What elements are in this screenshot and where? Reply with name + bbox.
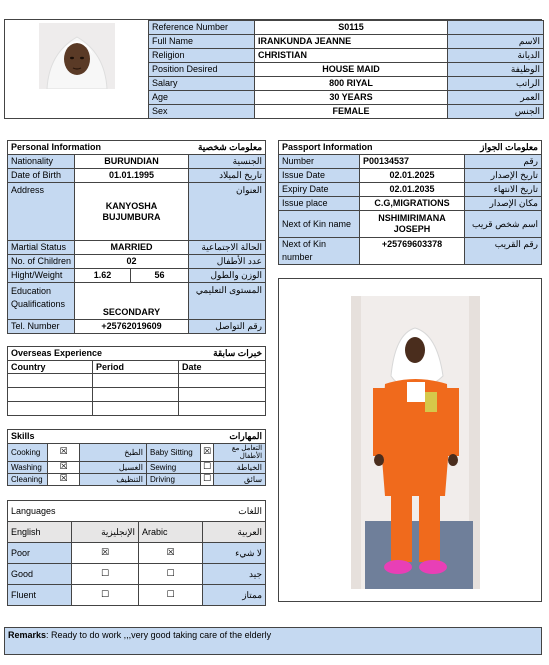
marital-value: MARRIED xyxy=(75,241,189,255)
address-line2: BUJUMBURA xyxy=(102,211,161,222)
age-arabic: العمر xyxy=(448,91,544,105)
expiry-date-label: Expiry Date xyxy=(279,183,360,197)
skills-title: Skills xyxy=(8,430,147,444)
skill-sewing-checkbox[interactable]: ☐ xyxy=(201,462,214,474)
lang-fluent-label: Fluent xyxy=(8,585,72,606)
skill-cooking-label: Cooking xyxy=(8,444,48,462)
kin-name-label: Next of Kin name xyxy=(279,211,360,238)
education-arabic: المستوى التعليمي xyxy=(189,283,266,320)
tel-value: +25762019609 xyxy=(75,320,189,334)
lang-good-english-checkbox[interactable]: ☐ xyxy=(72,564,139,585)
religion-label: Religion xyxy=(149,49,255,63)
ref-label: Reference Number xyxy=(149,21,255,35)
issue-place-arabic: مكان الإصدار xyxy=(465,197,542,211)
skill-cleaning-label: Cleaning xyxy=(8,474,48,486)
header-section xyxy=(4,19,542,119)
skill-driving-checkbox[interactable]: ☐ xyxy=(201,474,214,486)
expiry-date-value: 02.01.2035 xyxy=(360,183,465,197)
lang-fluent-english-checkbox[interactable]: ☐ xyxy=(72,585,139,606)
remarks-text: : Ready to do work ,,,very good taking care of the elderly xyxy=(46,630,272,640)
kin-name-line1: NSHIMIRIMANA xyxy=(378,213,446,223)
skill-sewing-label: Sewing xyxy=(147,462,201,474)
tel-arabic: رقم التواصل xyxy=(189,320,266,334)
issue-date-arabic: تاريخ الإصدار xyxy=(465,169,542,183)
passport-number-value: P00134537 xyxy=(360,155,465,169)
sex-arabic: الجنس xyxy=(448,105,544,119)
skill-cooking-arabic: الطبخ xyxy=(80,444,147,462)
issue-place-value: C.G,MIGRATIONS xyxy=(360,197,465,211)
full-body-photo-frame xyxy=(278,278,542,602)
kin-name-arabic: اسم شخص قريب xyxy=(465,211,542,238)
lang-good-arabic-label: جيد xyxy=(203,564,266,585)
address-label: Address xyxy=(8,183,75,241)
skill-washing-checkbox[interactable]: ☒ xyxy=(48,462,80,474)
position-arabic: الوظيفة xyxy=(448,63,544,77)
salary-arabic: الراتب xyxy=(448,77,544,91)
personal-info-table xyxy=(7,140,266,334)
kin-number-arabic: رقم القريب xyxy=(465,238,542,265)
religion-value: CHRISTIAN xyxy=(255,49,448,63)
dob-arabic: تاريخ الميلاد xyxy=(189,169,266,183)
full-body-image xyxy=(351,296,480,589)
experience-col-date: Date xyxy=(179,361,266,374)
issue-place-label: Issue place xyxy=(279,197,360,211)
nationality-arabic: الجنسية xyxy=(189,155,266,169)
children-value: 02 xyxy=(75,255,189,269)
skill-washing-label: Washing xyxy=(8,462,48,474)
sex-value: FEMALE xyxy=(255,105,448,119)
experience-row xyxy=(8,374,266,388)
skill-cleaning-checkbox[interactable]: ☒ xyxy=(48,474,80,486)
weight-value: 56 xyxy=(131,269,189,283)
experience-col-country: Country xyxy=(8,361,93,374)
experience-row xyxy=(8,388,266,402)
personal-title: Personal Information xyxy=(8,141,131,155)
ref-arabic xyxy=(448,21,544,35)
education-label: Education Qualifications xyxy=(8,283,75,320)
lang-good-label: Good xyxy=(8,564,72,585)
skill-babysitting-checkbox[interactable]: ☒ xyxy=(201,444,214,462)
lang-fluent-arabic-label: ممتاز xyxy=(203,585,266,606)
position-label: Position Desired xyxy=(149,63,255,77)
experience-table xyxy=(7,346,266,416)
passport-info-table xyxy=(278,140,542,265)
skill-cooking-checkbox[interactable]: ☒ xyxy=(48,444,80,462)
fullname-label: Full Name xyxy=(149,35,255,49)
languages-table xyxy=(7,500,266,606)
header-table xyxy=(148,20,544,119)
nationality-label: Nationality xyxy=(8,155,75,169)
experience-col-period: Period xyxy=(93,361,179,374)
passport-number-arabic: رقم xyxy=(465,155,542,169)
age-value: 30 YEARS xyxy=(255,91,448,105)
languages-title: Languages xyxy=(8,501,139,522)
skills-table xyxy=(7,429,266,486)
languages-title-arabic: اللغات xyxy=(139,501,266,522)
kin-number-label: Next of Kin number xyxy=(279,238,360,265)
salary-value: 800 RIYAL xyxy=(255,77,448,91)
experience-title: Overseas Experience xyxy=(8,347,179,361)
dob-label: Date of Birth xyxy=(8,169,75,183)
height-weight-label: Hight/Weight xyxy=(8,269,75,283)
children-label: No. of Children xyxy=(8,255,75,269)
lang-poor-label: Poor xyxy=(8,543,72,564)
address-arabic: العنوان xyxy=(189,183,266,241)
lang-poor-arabic-checkbox[interactable]: ☒ xyxy=(139,543,203,564)
kin-number-value: +25769603378 xyxy=(360,238,465,265)
lang-fluent-arabic-checkbox[interactable]: ☐ xyxy=(139,585,203,606)
address-line1: KANYOSHA xyxy=(105,200,158,211)
ref-value: S0115 xyxy=(255,21,448,35)
skill-driving-arabic: سائق xyxy=(214,474,266,486)
personal-title-arabic: معلومات شخصية xyxy=(131,141,266,155)
marital-label: Martial Status xyxy=(8,241,75,255)
skill-cleaning-arabic: التنظيف xyxy=(80,474,147,486)
nationality-value: BURUNDIAN xyxy=(75,155,189,169)
expiry-date-arabic: تاريخ الانتهاء xyxy=(465,183,542,197)
skill-washing-arabic: الغسيل xyxy=(80,462,147,474)
lang-poor-arabic-label: لا شيء xyxy=(203,543,266,564)
skill-sewing-arabic: الخياطة xyxy=(214,462,266,474)
experience-title-arabic: خبرات سابقة xyxy=(179,347,266,361)
fullname-value: IRANKUNDA JEANNE xyxy=(255,35,448,49)
children-arabic: عدد الأطفال xyxy=(189,255,266,269)
issue-date-label: Issue Date xyxy=(279,169,360,183)
lang-english-arabic: الإنجليزية xyxy=(72,522,139,543)
marital-arabic: الحالة الاجتماعية xyxy=(189,241,266,255)
lang-good-arabic-checkbox[interactable]: ☐ xyxy=(139,564,203,585)
lang-arabic-arabic: العربية xyxy=(203,522,266,543)
fullname-arabic: الاسم xyxy=(448,35,544,49)
height-weight-arabic: الوزن والطول xyxy=(189,269,266,283)
kin-name-line2: JOSEPH xyxy=(393,224,431,234)
lang-arabic-label: Arabic xyxy=(139,522,203,543)
skill-babysitting-label: Baby Sitting xyxy=(147,444,201,462)
tel-label: Tel. Number xyxy=(8,320,75,334)
sex-label: Sex xyxy=(149,105,255,119)
skill-driving-label: Driving xyxy=(147,474,201,486)
salary-label: Salary xyxy=(149,77,255,91)
experience-row xyxy=(8,402,266,416)
remarks-box xyxy=(4,627,542,655)
skill-babysitting-arabic: التعامل مع الأطفال xyxy=(214,444,266,462)
passport-number-label: Number xyxy=(279,155,360,169)
age-label: Age xyxy=(149,91,255,105)
lang-poor-english-checkbox[interactable]: ☒ xyxy=(72,543,139,564)
passport-title-arabic: معلومات الجواز xyxy=(465,141,542,155)
portrait-image xyxy=(39,23,115,89)
position-value: HOUSE MAID xyxy=(255,63,448,77)
issue-date-value: 02.01.2025 xyxy=(360,169,465,183)
height-value: 1.62 xyxy=(75,269,131,283)
religion-arabic: الديانة xyxy=(448,49,544,63)
lang-english-label: English xyxy=(8,522,72,543)
passport-title: Passport Information xyxy=(279,141,465,155)
full-body-photo xyxy=(351,296,480,589)
education-value: SECONDARY xyxy=(75,283,189,320)
skills-title-arabic: المهارات xyxy=(147,430,266,444)
dob-value: 01.01.1995 xyxy=(75,169,189,183)
remarks-label: Remarks xyxy=(8,630,47,640)
portrait-photo xyxy=(39,23,115,89)
